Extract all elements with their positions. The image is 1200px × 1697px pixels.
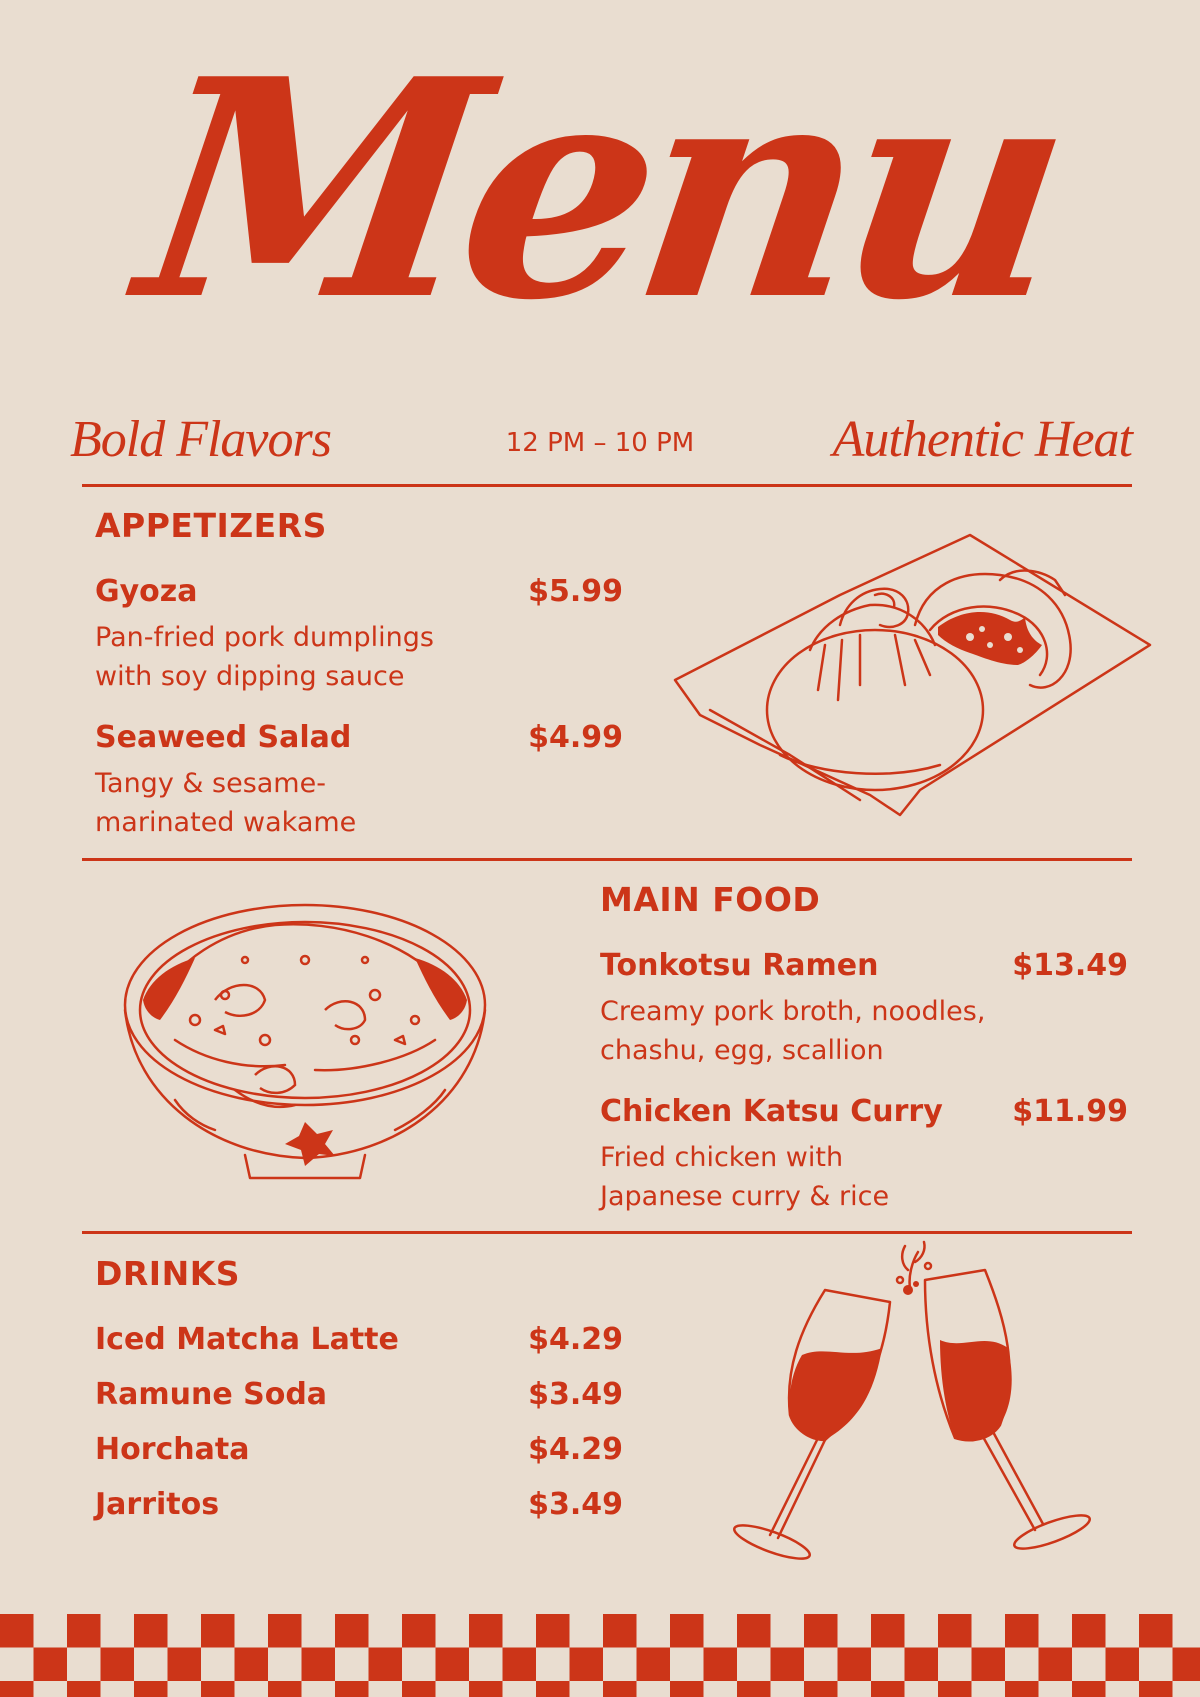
checkered-border	[0, 1614, 1200, 1697]
checker-cell	[101, 1648, 135, 1682]
checker-cell	[34, 1648, 68, 1682]
item-desc-line: Creamy pork broth, noodles,	[600, 996, 986, 1027]
checker-cell	[570, 1648, 604, 1682]
checker-cell	[536, 1681, 570, 1697]
item-desc-line: with soy dipping sauce	[95, 661, 405, 692]
item-desc-line: chashu, egg, scallion	[600, 1035, 884, 1066]
checker-cell	[268, 1614, 302, 1648]
checker-cell	[503, 1648, 537, 1682]
checker-cell	[235, 1648, 269, 1682]
wine-glasses-illustration	[730, 1240, 1130, 1570]
checker-cell	[536, 1614, 570, 1648]
divider-bottom	[82, 1231, 1132, 1234]
tagline-right: Authentic Heat	[832, 411, 1132, 468]
item-name-horchata: Horchata	[95, 1432, 250, 1467]
checker-cell	[369, 1648, 403, 1682]
checker-cell	[804, 1614, 838, 1648]
drinks-heading: DRINKS	[95, 1254, 241, 1293]
item-desc-line: Fried chicken with	[600, 1142, 844, 1173]
item-name-jarritos: Jarritos	[95, 1487, 220, 1522]
item-name-chicken-katsu-curry: Chicken Katsu Curry	[600, 1094, 943, 1129]
item-name-ramune-soda: Ramune Soda	[95, 1377, 328, 1412]
checker-cell	[737, 1614, 771, 1648]
checker-cell	[1072, 1681, 1106, 1697]
item-desc-line: marinated wakame	[95, 807, 357, 838]
checker-cell	[737, 1681, 771, 1697]
checker-cell	[268, 1681, 302, 1697]
checker-cell	[603, 1614, 637, 1648]
checker-cell	[201, 1681, 235, 1697]
checker-cell	[402, 1681, 436, 1697]
item-price-iced-matcha-latte: $4.29	[528, 1322, 623, 1357]
checker-cell	[469, 1681, 503, 1697]
checker-cell	[1072, 1614, 1106, 1648]
item-desc-line: Tangy & sesame-	[95, 768, 326, 799]
checker-cell	[1005, 1681, 1039, 1697]
divider-top	[82, 484, 1132, 487]
appetizers-heading: APPETIZERS	[95, 506, 327, 545]
checker-cell	[670, 1681, 704, 1697]
item-desc-line: Pan-fried pork dumplings	[95, 622, 434, 653]
item-price-gyoza: $5.99	[528, 574, 623, 609]
checker-cell	[637, 1648, 671, 1682]
checker-cell	[1173, 1648, 1200, 1682]
checker-cell	[704, 1648, 738, 1682]
checker-cell	[436, 1648, 470, 1682]
opening-hours: 12 PM – 10 PM	[505, 428, 695, 458]
item-price-jarritos: $3.49	[528, 1487, 623, 1522]
item-price-tonkotsu-ramen: $13.49	[1012, 948, 1128, 983]
item-price-seaweed-salad: $4.99	[528, 720, 623, 755]
checker-cell	[603, 1681, 637, 1697]
item-name-seaweed-salad: Seaweed Salad	[95, 720, 352, 755]
checker-cell	[0, 1681, 34, 1697]
checker-cell	[1005, 1614, 1039, 1648]
checker-cell	[938, 1614, 972, 1648]
checker-cell	[134, 1614, 168, 1648]
checker-cell	[1039, 1648, 1073, 1682]
checker-cell	[1139, 1614, 1173, 1648]
item-price-chicken-katsu-curry: $11.99	[1012, 1094, 1128, 1129]
checker-cell	[905, 1648, 939, 1682]
checker-cell	[871, 1614, 905, 1648]
checker-cell	[804, 1681, 838, 1697]
item-name-iced-matcha-latte: Iced Matcha Latte	[95, 1322, 399, 1357]
item-price-horchata: $4.29	[528, 1432, 623, 1467]
checker-cell	[670, 1614, 704, 1648]
checker-cell	[335, 1614, 369, 1648]
checker-cell	[972, 1648, 1006, 1682]
checker-cell	[871, 1681, 905, 1697]
checker-cell	[335, 1681, 369, 1697]
dumpling-illustration	[670, 525, 1160, 825]
checker-cell	[1139, 1681, 1173, 1697]
item-name-gyoza: Gyoza	[95, 574, 198, 609]
item-desc-chicken-katsu-curry	[600, 1138, 889, 1216]
checker-cell	[1106, 1648, 1140, 1682]
checker-cell	[402, 1614, 436, 1648]
item-desc-gyoza	[95, 618, 434, 696]
checker-cell	[201, 1614, 235, 1648]
item-price-ramune-soda: $3.49	[528, 1377, 623, 1412]
checker-cell	[771, 1648, 805, 1682]
checker-cell	[168, 1648, 202, 1682]
checker-cell	[134, 1681, 168, 1697]
checker-cell	[0, 1614, 34, 1648]
item-desc-tonkotsu-ramen	[600, 992, 985, 1070]
menu-title: Menu	[123, 13, 1077, 366]
item-desc-seaweed-salad	[95, 764, 356, 842]
rice-bowl-illustration	[115, 900, 495, 1190]
checker-cell	[67, 1681, 101, 1697]
checker-cell	[67, 1614, 101, 1648]
tagline-left: Bold Flavors	[70, 411, 331, 468]
item-desc-line: Japanese curry & rice	[600, 1181, 890, 1212]
checker-cell	[302, 1648, 336, 1682]
main-food-heading: MAIN FOOD	[600, 880, 821, 919]
checker-cell	[938, 1681, 972, 1697]
checker-cell	[469, 1614, 503, 1648]
item-name-tonkotsu-ramen: Tonkotsu Ramen	[600, 948, 879, 983]
checker-cell	[838, 1648, 872, 1682]
divider-middle	[82, 858, 1132, 861]
